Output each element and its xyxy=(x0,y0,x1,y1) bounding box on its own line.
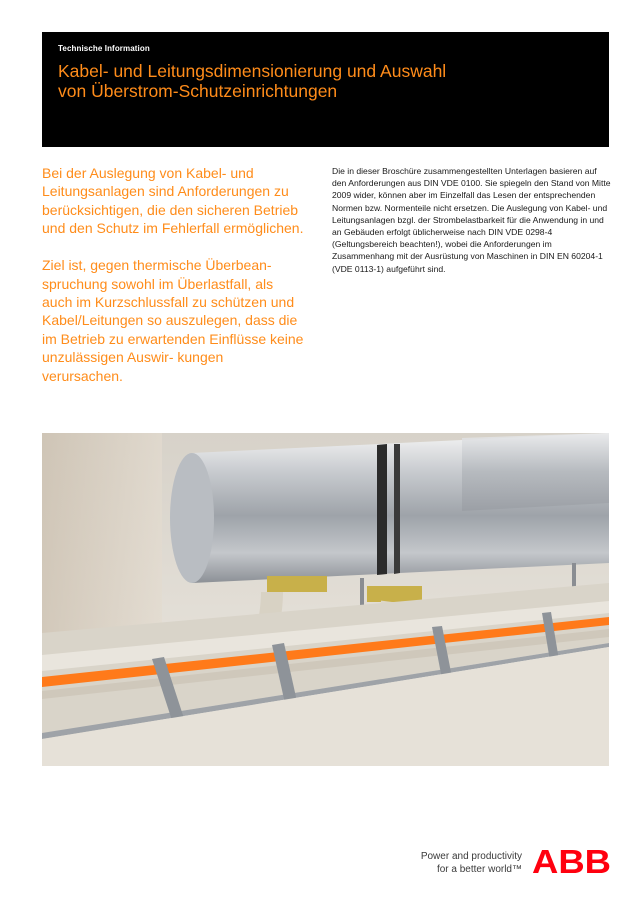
intro-column xyxy=(42,164,304,403)
abb-logo xyxy=(532,846,611,876)
abb-logo-text: ABB xyxy=(532,846,611,876)
kicker-label: Technische Information xyxy=(58,44,150,53)
tagline xyxy=(350,851,522,876)
tagline-line-1: Power and productivity xyxy=(420,851,522,862)
intro-paragraph-2: Ziel ist, gegen thermische Überbean- spruchung sowohl im Überlastfall, als auch im Kurzschlussfall zu schützen und Kabel/Leitungen so auszulegen, dass die im Betrieb zu erwartenden Einflüsse keine unzulässigen Auswir- kungen verursachen. xyxy=(42,257,304,384)
duct-clamp-2 xyxy=(394,444,400,574)
tagline-line-2: for a better world™ xyxy=(436,863,522,875)
terminal-block-2 xyxy=(367,586,422,602)
intro-paragraph-1: Bei der Auslegung von Kabel- und Leitungsanlagen sind Anforderungen zu berücksichtigen, die den sicheren Betrieb und den Schutz im Fehlerfall ermöglichen. xyxy=(42,165,304,237)
body-paragraph: Die in dieser Broschüre zusammengestellten Unterlagen basieren auf den Anforderungen aus DIN VDE 0100. Sie spiegeln den Stand von Mitte 2009 wider, können aber im Einzelfall das Lesen der entsprechenden Normen bzw. Normenteile nicht ersetzen. Die Auslegung von Kabel- und Leitungsanlagen bzgl. der Strombelastbarkeit für die Anwendung in und an Gebäuden erfolgt üblicherweise nach DIN VDE 0298-4 (Geltungsbereich beachten!), wobei die Anforderungen im Zusammenhang mit der Ausrüstung von Maschinen in DIN EN 60204-1 (VDE 0113-1) aufgeführt sind. xyxy=(332,166,611,274)
cable-tray-photo xyxy=(42,433,609,766)
duct-end xyxy=(170,453,214,583)
title-line-2: von Überstrom-Schutzeinrichtungen xyxy=(58,81,338,101)
upper-duct xyxy=(462,433,609,511)
header-banner xyxy=(42,32,609,147)
title-line-1: Kabel- und Leitungsdimensionierung und Auswahl xyxy=(58,61,447,81)
terminal-block-1 xyxy=(267,576,327,592)
cable-tray-illustration xyxy=(42,433,609,766)
duct-clamp-1 xyxy=(377,444,387,575)
page-title xyxy=(58,61,578,101)
